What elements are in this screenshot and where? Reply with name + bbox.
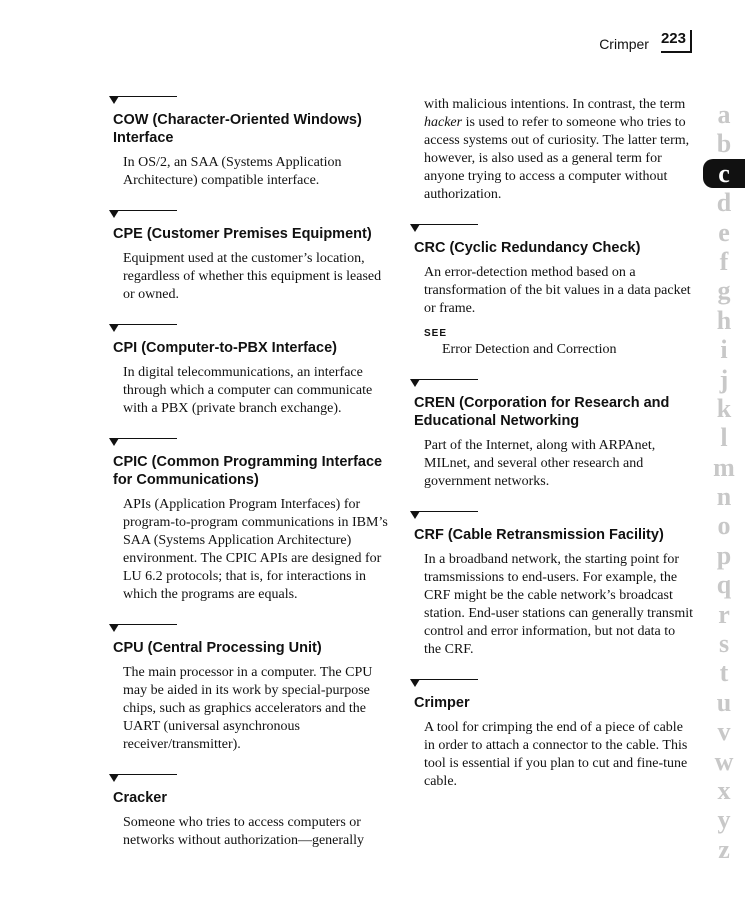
- index-letter-z: z: [718, 834, 730, 864]
- left-column: [113, 96, 393, 870]
- entry-definition: A tool for crimping the end of a piece of cable in order to attach a connector to the cable. This tool is essential if you plan to cut and fine-tune cable.: [424, 720, 688, 789]
- index-letter-v: v: [717, 717, 731, 747]
- index-letter-m: m: [713, 452, 735, 482]
- glossary-entry: [113, 774, 393, 850]
- entry-definition: Part of the Internet, along with ARPAnet, MILnet, and several other research and government networks.: [424, 438, 656, 489]
- index-letter-w: w: [714, 746, 734, 776]
- index-letter-g: g: [717, 276, 731, 306]
- index-letter-f: f: [719, 246, 729, 276]
- entry-definition: APIs (Application Program Interfaces) for program-to-program communications in IBM’s SAA (Systems Application Architecture) environment. The CPIC APIs are designed for LU 6.2 protocols; that is, for interactions in which the programs are equals.: [123, 497, 388, 602]
- continuation-text: with malicious intentions. In contrast, the term: [424, 97, 686, 112]
- entry-marker: [414, 379, 478, 388]
- entry-marker: [414, 511, 478, 520]
- running-header: [599, 30, 692, 53]
- glossary-entry: [414, 379, 694, 491]
- index-letter-r: r: [718, 599, 730, 629]
- index-letter-d: d: [716, 188, 732, 218]
- glossary-entry: [414, 679, 694, 791]
- index-letter-o: o: [717, 511, 731, 541]
- index-letter-l: l: [720, 423, 728, 453]
- index-letter-y: y: [717, 805, 731, 835]
- entry-term: Crimper: [414, 695, 470, 711]
- index-letter-i: i: [720, 335, 728, 365]
- right-column: [414, 96, 694, 811]
- index-letter-j: j: [719, 364, 729, 394]
- index-letter-p: p: [716, 540, 732, 570]
- index-letter-h: h: [716, 305, 732, 335]
- glossary-entry: [113, 96, 393, 190]
- entry-term: COW (Character-Oriented Windows) Interface: [113, 112, 362, 146]
- entry-definition: The main processor in a computer. The CPU may be aided in its work by special-purpose chips, such as graphics accelerators and the UART (universal asynchronous receiver/transmitter).: [123, 665, 373, 752]
- glossary-entry: [414, 224, 694, 359]
- entry-marker: [113, 324, 177, 333]
- glossary-entry: [113, 438, 393, 604]
- glossary-entry: [113, 324, 393, 418]
- entry-definition: Equipment used at the customer’s location, regardless of whether this equipment is leased or owned.: [123, 251, 382, 302]
- entry-term: CPE (Customer Premises Equipment): [113, 226, 372, 242]
- entry-marker: [113, 96, 177, 105]
- running-title: Crimper: [599, 36, 649, 52]
- see-reference: Error Detection and Correction: [442, 342, 617, 357]
- index-letter-b: b: [716, 129, 732, 159]
- entry-continuation: [424, 96, 694, 204]
- index-letter-q: q: [716, 570, 732, 600]
- index-letter-t: t: [719, 658, 729, 688]
- page-number: 223: [661, 30, 692, 53]
- index-letter-c: c: [703, 159, 745, 188]
- index-letter-x: x: [717, 775, 731, 805]
- entry-term: CRC (Cyclic Redundancy Check): [414, 240, 641, 256]
- entry-term: CPU (Central Processing Unit): [113, 640, 322, 656]
- entry-term: CRF (Cable Retransmission Facility): [414, 527, 664, 543]
- italic-term: hacker: [424, 115, 463, 130]
- glossary-entry: [113, 624, 393, 754]
- entry-term: CPIC (Common Programming Interface for Communications): [113, 454, 383, 488]
- entry-term: CPI (Computer-to-PBX Interface): [113, 340, 337, 356]
- entry-marker: [414, 679, 478, 688]
- see-label: SEE: [424, 328, 448, 339]
- entry-definition: In digital telecommunications, an interface through which a computer can communicate with a PBX (private branch exchange).: [123, 365, 373, 416]
- index-letter-n: n: [716, 482, 732, 512]
- entry-term: CREN (Corporation for Research and Educational Networking: [414, 395, 670, 429]
- continuation-text: is used to refer to someone who tries to access systems out of curiosity. The latter term, however, is also used as a general term for anyone trying to access a computer without authorization.: [424, 115, 690, 202]
- entry-marker: [414, 224, 478, 233]
- glossary-entry: [414, 511, 694, 659]
- entry-marker: [113, 774, 177, 783]
- entry-definition: An error-detection method based on a transformation of the bit values in a data packet or frame.: [424, 265, 691, 316]
- entry-term: Cracker: [113, 790, 168, 806]
- index-letter-u: u: [716, 687, 732, 717]
- entry-marker: [113, 438, 177, 447]
- entry-definition: In a broadband network, the starting point for tramsmissions to end-users. For example, the CRF might be the cable network’s broadcast station. End-user stations can generally transmit control and error information, but not data to the CRF.: [424, 552, 694, 657]
- index-letter-e: e: [718, 217, 730, 247]
- entry-marker: [113, 210, 177, 219]
- entry-marker: [113, 624, 177, 633]
- entry-definition: Someone who tries to access computers or networks without authorization—generally: [123, 815, 365, 848]
- alphabet-thumb-index: [703, 100, 745, 864]
- index-letter-k: k: [716, 393, 732, 423]
- index-letter-a: a: [717, 100, 731, 129]
- index-letter-s: s: [718, 629, 730, 659]
- entry-definition: In OS/2, an SAA (Systems Application Architecture) compatible interface.: [123, 155, 342, 188]
- glossary-entry: [113, 210, 393, 304]
